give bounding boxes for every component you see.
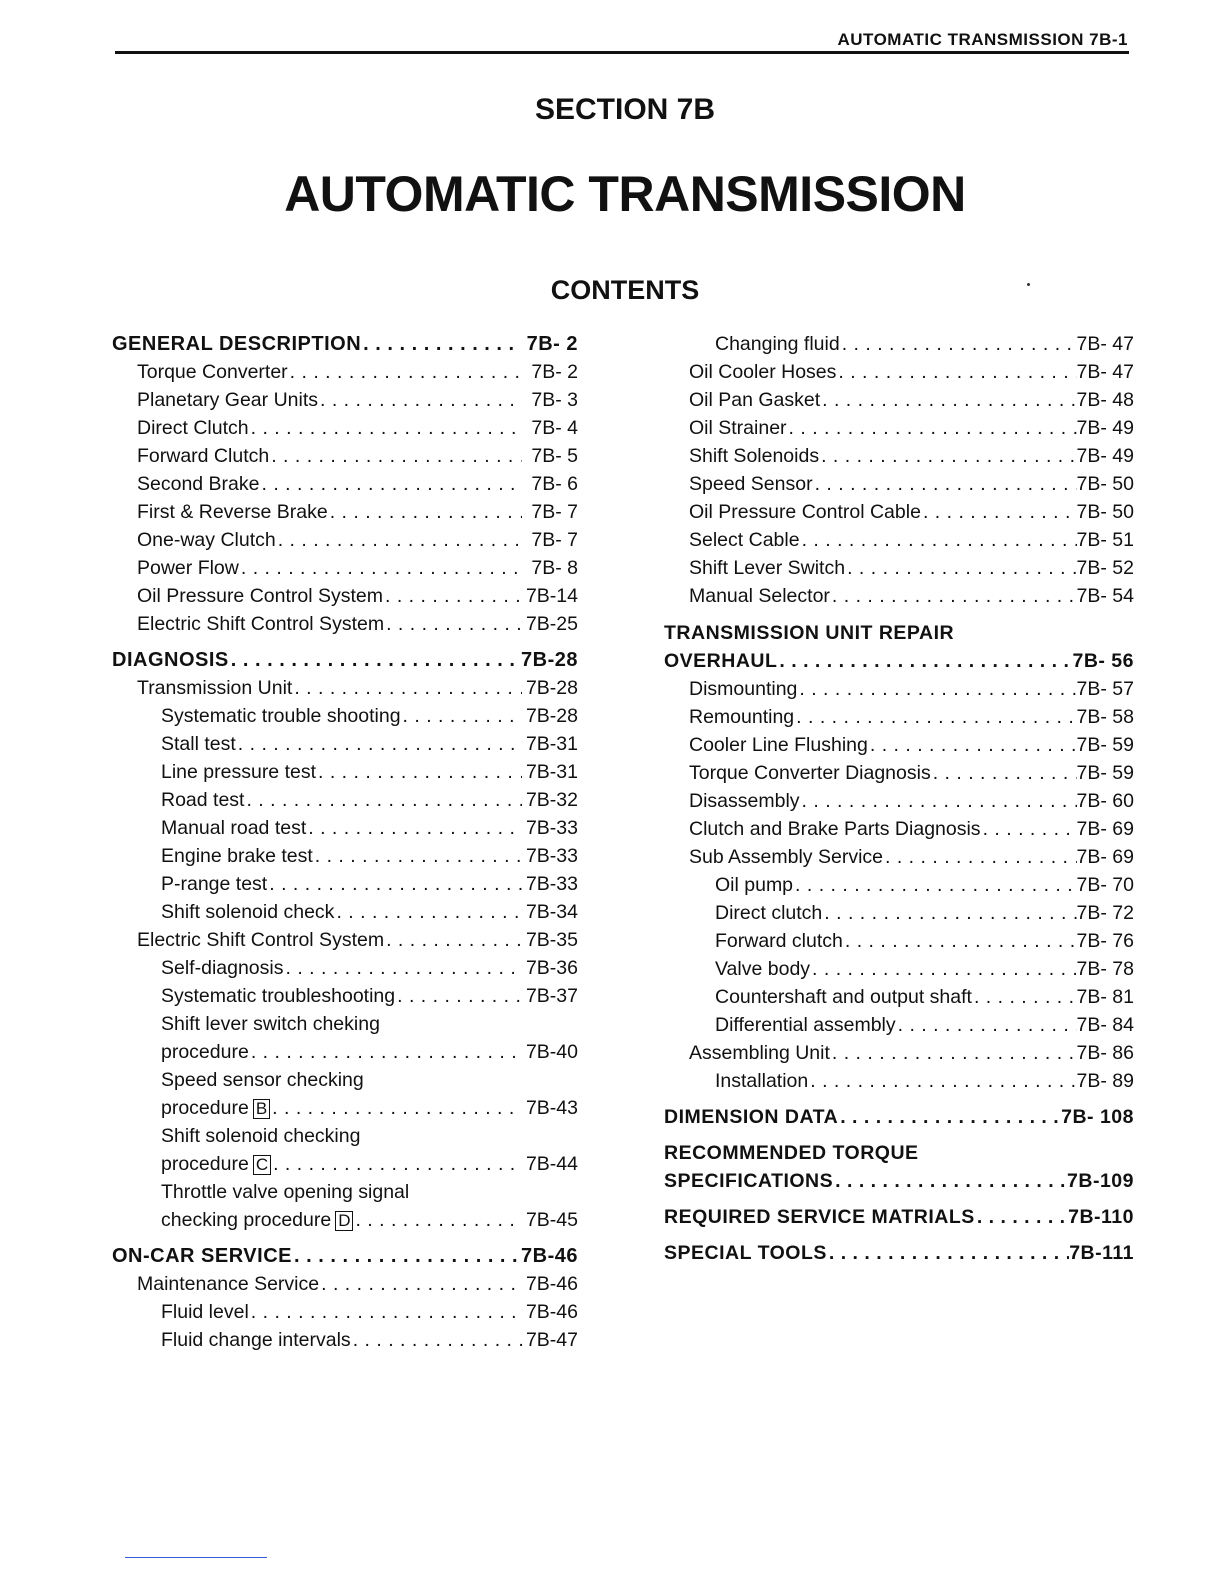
header-rule <box>115 51 1129 54</box>
toc-entry-multiline[interactable]: Shift solenoid checking procedure C . . . 7B-44 <box>112 1122 578 1178</box>
toc-entry[interactable]: Fluid level . . . 7B-46 <box>112 1298 578 1326</box>
toc-entry[interactable]: One-way Clutch . . . 7B- 7 <box>112 526 578 554</box>
boxed-letter: D <box>335 1211 353 1231</box>
toc-entry-transmission-unit-repair[interactable]: TRANSMISSION UNIT REPAIR OVERHAUL . . . 7B- 56 <box>664 619 1134 675</box>
toc-entry-multiline[interactable]: Speed sensor checking procedure B . . . 7B-43 <box>112 1066 578 1122</box>
toc-entry[interactable]: P-range test . . . 7B-33 <box>112 870 578 898</box>
toc-entry[interactable]: Second Brake . . . 7B- 6 <box>112 470 578 498</box>
toc-entry[interactable]: Stall test . . . 7B-31 <box>112 730 578 758</box>
toc-entry[interactable]: Assembling Unit . . . 7B- 86 <box>664 1039 1134 1067</box>
toc-entry[interactable]: Shift Lever Switch . . . 7B- 52 <box>664 554 1134 582</box>
running-head: AUTOMATIC TRANSMISSION 7B-1 <box>837 30 1128 49</box>
toc-entry[interactable]: Electric Shift Control System . . . 7B-35 <box>112 926 578 954</box>
toc-entry[interactable]: Sub Assembly Service . . . 7B- 69 <box>664 843 1134 871</box>
boxed-letter: B <box>253 1099 270 1119</box>
toc-entry[interactable]: Shift solenoid check . . . 7B-34 <box>112 898 578 926</box>
toc-entry[interactable]: Transmission Unit . . . 7B-28 <box>112 674 578 702</box>
toc-entry[interactable]: Direct Clutch . . . 7B- 4 <box>112 414 578 442</box>
toc-entry-multiline[interactable]: Throttle valve opening signal checking procedure D . . . 7B-45 <box>112 1178 578 1234</box>
print-speck <box>1027 283 1030 286</box>
toc-entry-multiline[interactable]: Shift lever switch cheking procedure . . . 7B-40 <box>112 1010 578 1066</box>
toc-entry[interactable]: Forward clutch . . . 7B- 76 <box>664 927 1134 955</box>
toc-entry-diagnosis[interactable]: DIAGNOSIS . . . 7B-28 <box>112 646 578 674</box>
page-title: AUTOMATIC TRANSMISSION <box>284 166 966 222</box>
toc-entry-dimension-data[interactable]: DIMENSION DATA . . . 7B- 108 <box>664 1103 1134 1131</box>
toc-entry[interactable]: Forward Clutch . . . 7B- 5 <box>112 442 578 470</box>
toc-entry[interactable]: First & Reverse Brake . . . 7B- 7 <box>112 498 578 526</box>
toc-entry[interactable]: Shift Solenoids . . . 7B- 49 <box>664 442 1134 470</box>
toc-entry[interactable]: Oil Pressure Control System . . . 7B-14 <box>112 582 578 610</box>
toc-entry[interactable]: Oil Strainer . . . 7B- 49 <box>664 414 1134 442</box>
toc-entry-general-description[interactable]: GENERAL DESCRIPTION . . . 7B- 2 <box>112 330 578 358</box>
toc-entry-special-tools[interactable]: SPECIAL TOOLS . . . 7B-111 <box>664 1239 1134 1267</box>
toc-entry[interactable]: Oil Pan Gasket . . . 7B- 48 <box>664 386 1134 414</box>
toc-entry[interactable]: Planetary Gear Units . . . 7B- 3 <box>112 386 578 414</box>
toc-entry-recommended-torque[interactable]: RECOMMENDED TORQUE SPECIFICATIONS . . . 7B-109 <box>664 1139 1134 1195</box>
boxed-letter: C <box>253 1155 271 1175</box>
toc-entry[interactable]: Valve body . . . 7B- 78 <box>664 955 1134 983</box>
toc-entry[interactable]: Torque Converter . . . 7B- 2 <box>112 358 578 386</box>
toc-entry[interactable]: Self-diagnosis . . . 7B-36 <box>112 954 578 982</box>
contents-heading: CONTENTS <box>550 275 700 305</box>
toc-entry[interactable]: Engine brake test . . . 7B-33 <box>112 842 578 870</box>
toc-right-column <box>664 330 1134 1267</box>
toc-entry[interactable]: Line pressure test . . . 7B-31 <box>112 758 578 786</box>
toc-entry[interactable]: Speed Sensor . . . 7B- 50 <box>664 470 1134 498</box>
toc-entry-required-service-materials[interactable]: REQUIRED SERVICE MATRIALS . . . 7B-110 <box>664 1203 1134 1231</box>
toc-entry[interactable]: Oil Pressure Control Cable . . . 7B- 50 <box>664 498 1134 526</box>
toc-entry[interactable]: Installation . . . 7B- 89 <box>664 1067 1134 1095</box>
toc-entry[interactable]: Maintenance Service . . . 7B-46 <box>112 1270 578 1298</box>
toc-entry[interactable]: Oil Cooler Hoses . . . 7B- 47 <box>664 358 1134 386</box>
bottom-edge-line <box>125 1557 267 1558</box>
toc-entry[interactable]: Direct clutch . . . 7B- 72 <box>664 899 1134 927</box>
toc-entry[interactable]: Clutch and Brake Parts Diagnosis . . . 7B- 69 <box>664 815 1134 843</box>
toc-entry[interactable]: Torque Converter Diagnosis . . . 7B- 59 <box>664 759 1134 787</box>
toc-entry[interactable]: Cooler Line Flushing . . . 7B- 59 <box>664 731 1134 759</box>
toc-entry[interactable]: Countershaft and output shaft . . . 7B- 81 <box>664 983 1134 1011</box>
toc-entry[interactable]: Oil pump . . . 7B- 70 <box>664 871 1134 899</box>
toc-entry[interactable]: Remounting . . . 7B- 58 <box>664 703 1134 731</box>
toc-entry[interactable]: Systematic troubleshooting . . . 7B-37 <box>112 982 578 1010</box>
toc-entry[interactable]: Manual Selector . . . 7B- 54 <box>664 582 1134 610</box>
toc-left-column <box>112 330 578 1354</box>
toc-entry[interactable]: Select Cable . . . 7B- 51 <box>664 526 1134 554</box>
toc-entry[interactable]: Systematic trouble shooting . . . 7B-28 <box>112 702 578 730</box>
section-label: SECTION 7B <box>534 93 716 126</box>
toc-entry[interactable]: Changing fluid . . . 7B- 47 <box>664 330 1134 358</box>
toc-entry[interactable]: Dismounting . . . 7B- 57 <box>664 675 1134 703</box>
toc-entry[interactable]: Power Flow . . . 7B- 8 <box>112 554 578 582</box>
toc-entry[interactable]: Road test . . . 7B-32 <box>112 786 578 814</box>
toc-entry[interactable]: Differential assembly . . . 7B- 84 <box>664 1011 1134 1039</box>
toc-entry[interactable]: Manual road test . . . 7B-33 <box>112 814 578 842</box>
toc-entry-on-car-service[interactable]: ON-CAR SERVICE . . . 7B-46 <box>112 1242 578 1270</box>
toc-entry[interactable]: Fluid change intervals . . . 7B-47 <box>112 1326 578 1354</box>
toc-entry[interactable]: Disassembly . . . 7B- 60 <box>664 787 1134 815</box>
toc-entry[interactable]: Electric Shift Control System . . . 7B-25 <box>112 610 578 638</box>
